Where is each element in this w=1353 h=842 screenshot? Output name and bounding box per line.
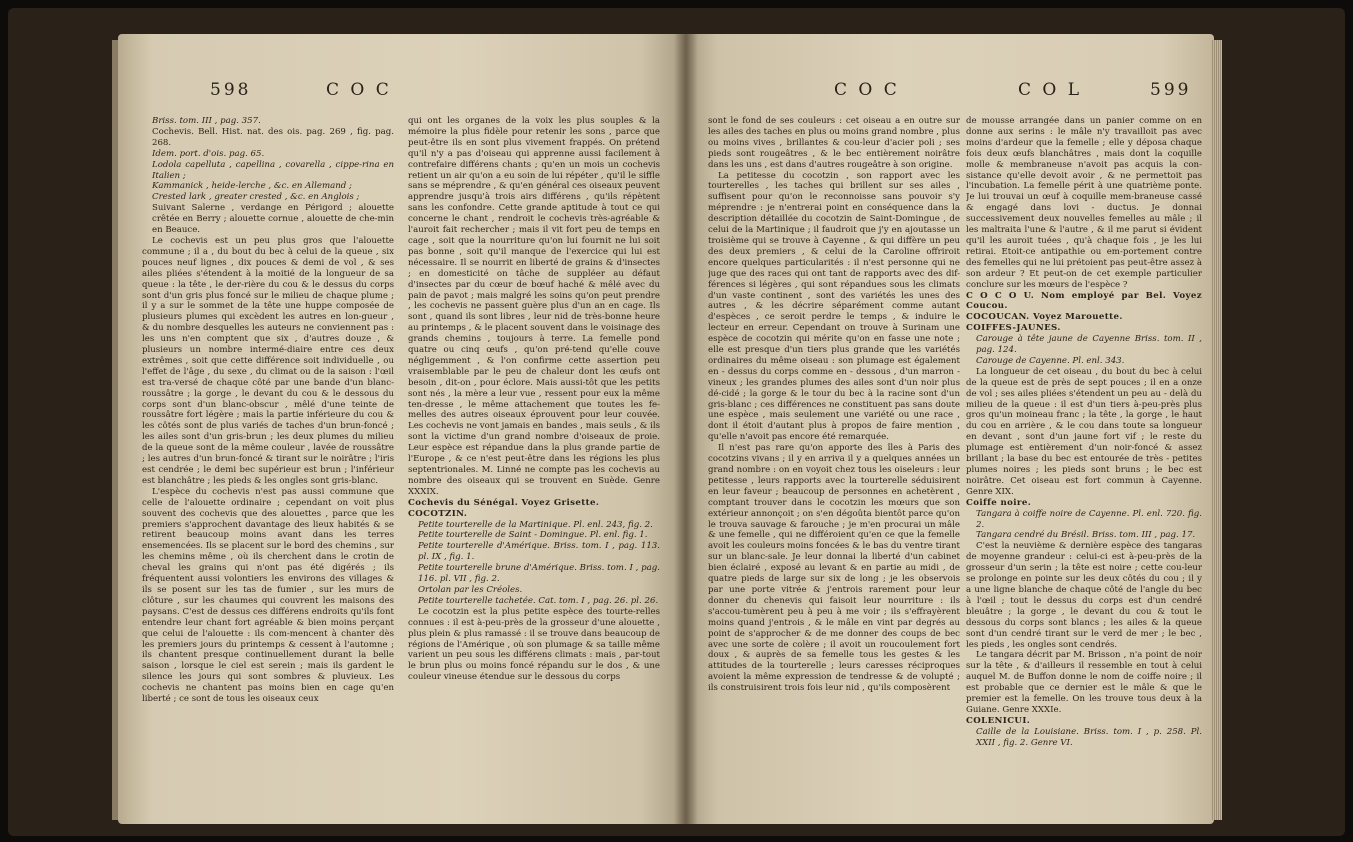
paragraph: sont le fond de ses couleurs : cet oiseau a en outre sur les ailes des taches en plus ou moins grand nombre , plus ou moins vives , brillantes & cou-leur d'acier poli ; ses pieds sont rougeâtres , & le bec entièrement noirâtre dans les uns , est dans d'autres rougeâtre à son origine. — [708, 116, 960, 170]
paragraph: Kammanick , heide-lerche , &c. en Allemand ; — [152, 181, 352, 192]
entry-heading: Cochevis du Sénégal. Voyez Grisette. — [408, 497, 600, 508]
right-page — [686, 34, 1214, 824]
paragraph: Le cochevis est un peu plus gros que l'alouette commune ; il a , du bout du bec à celui de la queue , six pouces neuf lignes , dix pouces & demi de vol , & ses ailes pliées s'étendent à la moitié de la longueur de sa queue : la tête , le der-rière du cou & le dessus du corps sont d'un gris plus foncé sur le milieu de chaque plume ; il y a sur le sommet de la tête une huppe composée de plusieurs plumes qui excèdent les autres en lon-gueur , & du nombre desquelles les auteurs ne conviennent pas : les uns n'en comptent que six , d'autres douze , & plusieurs un nombre intermé-diaire entre ces deux extrêmes , soit que cette différence soit individuelle , ou l'effet de l'âge , du sexe , du climat ou de la saison : l'œil est tra-versé de chaque côté par une bande d'un blanc-roussâtre ; la gorge , le devant du cou & le dessous du corps sont d'un blanc-obscur , mêlé d'une teinte de roussâtre fort légère ; mais la partie inférieure du cou & les côtés sont de plus variés de taches d'un brun-foncé ; les ailes sont d'un gris-brun ; les deux plumes du milieu de la queue sont de la même couleur , lavée de roussâtre ; les autres d'un brun-foncé & tirant sur le noirâtre ; l'iris est cendrée ; le demi bec supérieur est brun ; l'inférieur est blanchâtre ; les pieds & les ongles sont gris-blanc. — [142, 235, 394, 486]
entry-heading: Coiffe noire. — [966, 497, 1032, 508]
paragraph: C'est la neuvième & dernière espèce des tangaras de moyenne grandeur : celui-ci est à-peu-près de la grosseur d'un serin ; la tête est noire ; cette cou-leur se prolonge en pointe sur les deux côtés du cou ; il y a une ligne blanche de chaque côté de l'angle du bec à l'œil ; tout le dessus du corps est d'un cendré bleuâtre ; la gorge , le devant du cou & tout le dessous du corps sont blancs ; les ailes & la queue sont d'un cendré tirant sur le verd de mer ; le bec , les pieds , les ongles sont cendrés. — [966, 541, 1202, 650]
left-page-column-1 — [142, 116, 394, 816]
paragraph: Idem. port. d'ois. pag. 65. — [152, 148, 265, 159]
paragraph: Petite tourterelle tachetée. Cat. tom. I , pag. 26. pl. 26. — [418, 595, 659, 606]
paragraph: qui ont les organes de la voix les plus souples & la mémoire la plus fidèle pour retenir les sons , parce que peut-être ils en sont plus vivement frappés. On prétend qu'il n'y a pas d'oiseau qui apprenne aussi facilement à contrefaire différens chants ; qu'en un mois un cochevis retient un air qu'on a eu soin de lui répéter , qu'il le siffle sans se méprendre , & qu'en général ces oiseaux peuvent apprendre jusqu'à trois airs différens , qu'ils répètent sans les confondre. Cette grande aptitude à tout ce qui concerne le chant , rendroit le cochevis très-agréable & l'auroit fait rechercher ; mais il vit fort peu de temps en cage , soit que la nourriture qu'on lui fournit ne lui soit pas bonne , soit qu'il manque de l'exercice qui lui est nécessaire. Il se nourrit en liberté de grains & d'insectes ; en domesticité on tâche de suppléer au défaut d'insectes par du cœur de bœuf haché & mêlé avec du pain de pavot ; mais malgré les soins qu'on peut prendre , les cochevis ne passent guère plus d'un an en cage. Ils sont , quand ils sont libres , leur nid de très-bonne heure au printemps , & le placent souvent dans le voisinage des grands chemins , toujours à terre. La femelle pond quatre ou cinq œufs , qu'on pré-tend qu'elle couve négligemment , & l'on confirme cette assertion peu vraisemblable par le peu de chaleur dont les œufs ont besoin , dit-on , pour éclore. Mais aussi-tôt que les petits sont nés , la mère a leur vue , ressent pour eux la même ten-dresse , le même attachement que toutes les fe-melles des autres oiseaux éprouvent pour leur couvée. Les cochevis ne vont jamais en bandes , mais seuls , & ils sont la victime d'un grand nombre d'oiseaux de proie. Leur espèce est répandue dans la plus grande partie de l'Europe , & ce n'est peut-être dans les régions les plus septentrionales. M. Linné ne compte pas les cochevis au nombre des oiseaux qui se trouvent en Suède. Genre XXXIX. — [408, 116, 660, 497]
paragraph: L'espèce du cochevis n'est pas aussi commune que celle de l'alouette ordinaire ; cependant on voit plus souvent des cochevis que des alouettes , parce que les premiers s'approchent davantage des lieux habités & se retirent beaucoup moins avant dans les terres ensemencées. Ils se placent sur le bord des chemins , sur les chemins même , où ils cherchent dans le crotin de cheval les grains qui n'ont pas été digérés ; ils fréquentent aussi volontiers les environs des villages & ils se posent sur les tas de fumier , sur les murs de clôture , sur les chaumes qui couvrent les maisons des paysans. C'est de dessus ces différens endroits qu'ils font entendre leur chant fort agréable & bien moins perçant que celui de l'alouette : ils com-mencent à chanter dès les premiers jours du printemps & cessent à l'automne ; ils chantent presque continuellement durant la belle saison , lorsque le ciel est serein ; mais ils gardent le silence les jours qui sont sombres & pluvieux. Les cochevis ne chantent pas moins bien en cage qu'en liberté ; ce sont de tous les oiseaux ceux — [142, 486, 394, 705]
paragraph: Ortolan par les Créoles. — [418, 584, 523, 595]
entry-heading: C O C O U. Nom employé par Bel. Voyez Coucou. — [966, 290, 1202, 312]
paragraph: Le cocotzin est la plus petite espèce des tourte-relles connues : il est à-peu-près de la grosseur d'une alouette , plus plein & plus ramassé : il se trouve dans beaucoup de régions de l'Amérique , où son plumage & sa taille même varient un peu sous les différens climats : mais , par-tout le brun plus ou moins foncé répandu sur le dos , & une couleur vineuse étendue sur le dessous du corps — [408, 606, 660, 683]
paragraph: Petite tourterelle brune d'Amérique. Briss. tom. I , pag. 116. pl. VII , fig. 2. — [418, 563, 660, 585]
paragraph: Suivant Salerne , verdange en Périgord ; alouette crêtée en Berry ; alouette cornue , alouette de che-min en Beauce. — [152, 203, 394, 236]
right-page-number: 599 — [1150, 80, 1192, 100]
right-page-column-1 — [708, 116, 960, 816]
paragraph: Crested lark , greater crested , &c. en Anglois ; — [152, 192, 360, 203]
paragraph: Carouge de Cayenne. Pl. enl. 343. — [976, 355, 1125, 366]
left-running-head: C O C — [326, 80, 392, 100]
paragraph: Carouge à tête jaune de Cayenne Briss. tom. II , pag. 124. — [976, 334, 1202, 356]
paragraph: de mousse arrangée dans un panier comme on en donne aux serins : le mâle n'y travailloit pas avec moins d'ardeur que la femelle ; elle y déposa chaque fois deux œufs blanchâtres , mais dont la coquille molle & membraneuse n'avoit pas acquis la con-sistance qu'elle devoit avoir , & ne permettoit pas l'incubation. La femelle périt à une quatrième ponte. Je lui trouvai un œuf à coquille mem-braneuse cassé & engagé dans lovi - ductus. Je donnai successivement deux nouvelles femelles au mâle ; il les maltraita l'une & l'autre , & il me parut si évident qu'il les auroit tuées , qu'à chaque fois , je les lui retirai. Etoit-ce antipathie ou em-portement contre des femelles qui ne lui prétoient pas peut-être assez à son ardeur ? Et peut-on de cet exemple particulier conclure sur les mœurs de l'espèce ? — [966, 116, 1202, 290]
right-page-header — [686, 80, 1214, 106]
paragraph: Il n'est pas rare qu'on apporte des îles à Paris des cocotzins vivans ; il y en arriva il y a quelques années un grand nombre : on en voyoit chez tous les oiseleurs : leur petitesse , leurs rapports avec la tourterelle séduisirent en leur faveur ; beaucoup de personnes en achetèrent , comptant trouver dans le cocotzin les mœurs que son extérieur annonçoit ; on s'en dégoûta bientôt parce qu'on le trouva sauvage & farouche ; je m'en procurai un mâle & une femelle , qui ne différoient qu'en ce que la femelle avoit les couleurs moins foncées & le bas du ventre tirant sur un blanc-sale. Je leur donnai la liberté d'un cabinet bien éclairé , exposé au levant & en partie au midi , de quatre pieds de large sur six de long ; je les observois par une porte vitrée & j'entrois rarement pour leur donner du chenevis qui faisoit leur nourriture : ils s'accou-tumèrent peu à peu à me voir ; ils s'effrayèrent moins quand j'entrois , & le mâle en vint par degrés au point de s'approcher & de me donner des coups de bec avec une sorte de colère ; il avoit un roucoulement fort doux , & auprès de sa femelle tous les gestes & les attitudes de la tourterelle ; leurs caresses réciproques avoient la même expression de tendresse & de volupté ; ils construisirent trois fois leur nid , qu'ils composèrent — [708, 443, 960, 694]
paragraph: Le tangara décrit par M. Brisson , n'a point de noir sur la tête , & d'ailleurs il ressemble en tout à celui auquel M. de Buffon donne le nom de coiffe noire ; il est probable que ce dernier est le mâle & que le premier est la femelle. On les trouve tous deux à la Guiane. Genre XXXIe. — [966, 650, 1202, 715]
paragraph: Petite tourterelle de la Martinique. Pl. enl. 243, fig. 2. — [418, 519, 653, 530]
left-page-header — [118, 80, 686, 106]
book-gutter — [674, 34, 698, 824]
entry-heading: COLENICUI. — [966, 715, 1031, 726]
paragraph: Lodola capelluta , capellina , covarella , cippe-rina en Italien ; — [152, 159, 394, 181]
entry-heading: COCOTZIN. — [408, 508, 468, 519]
left-page-column-2 — [408, 116, 660, 816]
right-page-column-2 — [966, 116, 1202, 816]
left-page-number: 598 — [210, 80, 252, 100]
paragraph: La longueur de cet oiseau , du bout du bec à celui de la queue est de près de sept pouces ; il en a onze de vol ; ses ailes pliées s'étendent un peu au - delà du milieu de la queue : il est d'un tiers à-peu-près plus gros qu'un moineau franc ; la tête , la gorge , le haut du cou en arrière , & le cou dans toute sa longueur en devant , sont d'un jaune fort vif ; le reste du plumage est entièrement d'un noir-foncé & assez brillant ; la base du bec est entourée de très - petites plumes noires ; les pieds sont bruns ; le bec est noirâtre. Cet oiseau est fort commun à Cayenne. Genre XIX. — [966, 366, 1202, 497]
right-running-head-right: C O L — [1018, 80, 1083, 100]
paragraph: Caille de la Louisiane. Briss. tom. I , p. 258. Pl. XXII , fig. 2. Genre VI. — [976, 726, 1202, 748]
paragraph: La petitesse du cocotzin , son rapport avec les tourterelles , les taches qui brillent sur ses ailes , suffisent pour qu'on le reconnoisse sans pouvoir s'y méprendre : je n'entrerai point en conséquence dans la description détaillée du cocotzin de Saint-Domingue , de celui de la Martinique ; il faudroit que j'y en ajoutasse un troisième qui se trouve à Cayenne , & qui diffère un peu des deux premiers , & celui de la Caroline offriroit encore quelques particularités : il n'est personne qui ne juge que des races qui ont tant de rapports avec des dif-férences si légères , qui sont répandues sous les climats d'un vaste continent , sont des variétés les unes des autres , & les décrire séparément comme autant d'espèces , ce seroit perdre le temps , & induire le lecteur en erreur. Cependant on trouve à Surinam une espèce de cocotzin qui mérite qu'on en fasse une note ; elle est presque d'un tiers plus grande que les variétés ordinaires du même oiseau : son plumage est également en - dessus du corps comme en - dessous , d'un marron - vineux ; les grandes plumes des ailes sont d'un noir plus dé-cidé ; la gorge & le tour du bec à la racine sont d'un gris-blanc ; ces différences ne constituent pas sans doute une espèce , mais seulement une variété ou une race , dont il étoit d'autant plus à propos de faire mention , qu'elle n'avoit pas encore été remarquée. — [708, 170, 960, 443]
paragraph: Tangara cendré du Brésil. Briss. tom. III , pag. 17. — [976, 530, 1196, 541]
page-edge-right — [1212, 40, 1222, 820]
paragraph: Tangara à coiffe noire de Cayenne. Pl. enl. 720. fig. 2. — [976, 508, 1202, 530]
left-page — [118, 34, 686, 824]
paragraph: Cochevis. Bell. Hist. nat. des ois. pag. 269 , fig. pag. 268. — [152, 126, 394, 148]
paragraph: Petite tourterelle de Saint - Domingue. Pl. enl. fig. 1. — [418, 530, 648, 541]
entry-heading: COCOUCAN. Voyez Marouette. — [966, 312, 1123, 323]
entry-heading: COIFFES-JAUNES. — [966, 323, 1061, 334]
paragraph: Petite tourterelle d'Amérique. Briss. tom. I , pag. 113. pl. IX , fig. 1. — [418, 541, 660, 563]
right-running-head-left: C O C — [834, 80, 900, 100]
paragraph: Briss. tom. III , pag. 357. — [152, 116, 261, 126]
